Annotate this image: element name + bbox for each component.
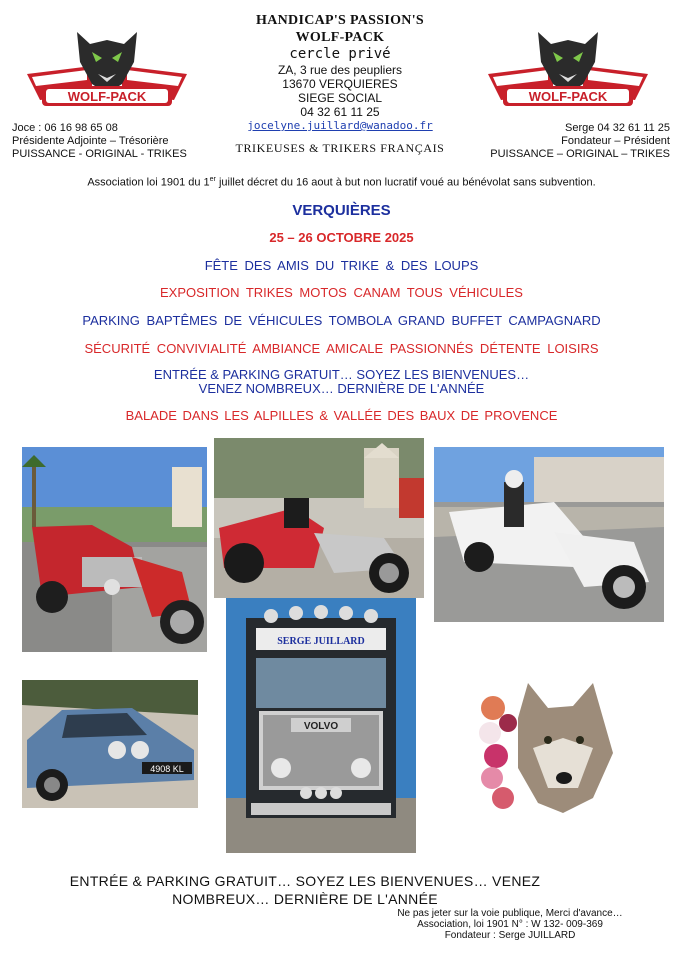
svg-text:WOLF-PACK: WOLF-PACK: [528, 89, 608, 104]
contact-right-phone: Serge 04 32 61 11 25: [565, 122, 670, 134]
photo-blue-car: [22, 680, 198, 808]
event-place: VERQUIÈRES: [292, 202, 391, 219]
header-center: [190, 12, 490, 156]
footer-welcome: ENTRÉE & PARKING GRATUIT… SOYEZ LES BIENVENUES… VENEZ NOMBREUX… DERNIÈRE DE L'ANNÉE: [69, 873, 541, 907]
event-line4: SÉCURITÉ CONVIVIALITÉ AMBIANCE AMICALE PASSIONNÉS DÉTENTE LOISIRS: [84, 341, 599, 356]
contact-left-role: Présidente Adjointe – Trésorière: [12, 135, 169, 147]
address-line2: 13670 VERQUIERES: [282, 77, 398, 91]
association-statement: Association loi 1901 du 1er juillet décret du 16 aout à but non lucratif voué au bénévolat sans subvention.: [87, 176, 596, 189]
header-phone: 04 32 61 11 25: [300, 105, 380, 119]
event-line5: ENTRÉE & PARKING GRATUIT… SOYEZ LES BIENVENUES… VENEZ NOMBREUX… DERNIÈRE DE L'ANNÉE: [153, 367, 530, 396]
org-name-line2: WOLF-PACK: [295, 30, 385, 45]
contact-right-role: Fondateur – Président: [561, 135, 670, 147]
address-line1: ZA, 3 rue des peupliers: [277, 63, 403, 77]
photo-volvo-truck: [226, 598, 416, 853]
event-line1: FÊTE DES AMIS DU TRIKE & DES LOUPS: [204, 258, 479, 273]
contact-left-motto: PUISSANCE - ORIGINAL - TRIKES: [12, 148, 187, 160]
email-link[interactable]: jocelyne.juillard@wanadoo.fr: [247, 119, 433, 132]
photo-red-trike-statue: [214, 438, 424, 598]
footer-notes: Ne pas jeter sur la voie publique, Merci d'avance… Association, loi 1901 N° : W 132- 009-369 Fondateur : Serge JUILLARD: [397, 908, 623, 941]
siege-social: SIEGE SOCIAL: [297, 91, 383, 105]
photo-wolf-roses: [478, 678, 628, 818]
trikeuses-trikers: TRIKEUSES & TRIKERS FRANÇAIS: [235, 141, 445, 155]
contact-right-motto: PUISSANCE – ORIGINAL – TRIKES: [490, 148, 670, 160]
photo-white-trike: [434, 447, 664, 622]
event-line3: PARKING BAPTÊMES DE VÉHICULES TOMBOLA GRAND BUFFET CAMPAGNARD: [82, 313, 601, 328]
svg-text:4908 KL: 4908 KL: [150, 764, 184, 774]
event-line2: EXPOSITION TRIKES MOTOS CANAM TOUS VÉHICULES: [160, 285, 523, 300]
wolf-pack-logo-right: [483, 22, 653, 112]
svg-text:WOLF-PACK: WOLF-PACK: [67, 89, 147, 104]
event-dates: 25 – 26 OCTOBRE 2025: [269, 230, 414, 245]
svg-text:SERGE JUILLARD: SERGE JUILLARD: [277, 636, 365, 647]
contact-right: [470, 122, 670, 161]
org-name-line1: HANDICAP'S PASSION'S: [256, 13, 424, 28]
contact-left-phone: Joce : 06 16 98 65 08: [12, 122, 118, 134]
svg-text:VOLVO: VOLVO: [303, 721, 339, 732]
cercle-prive: cercle privé: [289, 46, 391, 62]
photo-red-trike-street: [22, 447, 207, 652]
event-line6: BALADE DANS LES ALPILLES & VALLÉE DES BAUX DE PROVENCE: [125, 408, 558, 423]
wolf-pack-logo-left: [22, 22, 192, 112]
contact-left: [12, 122, 187, 161]
